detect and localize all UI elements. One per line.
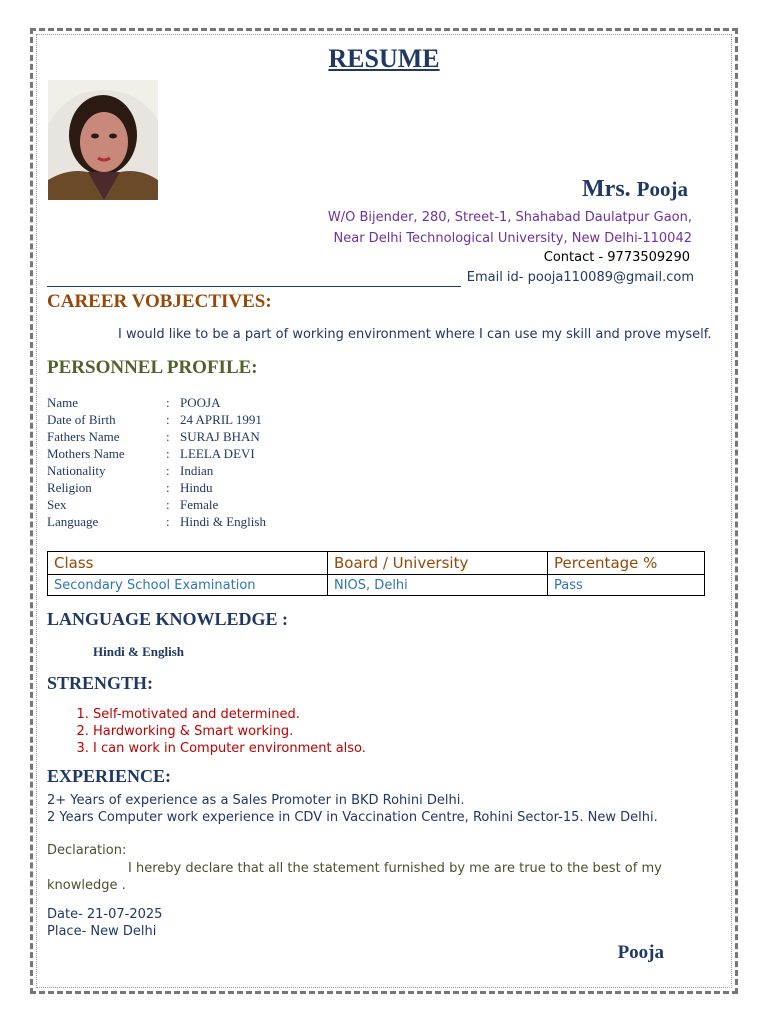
table-header-row <box>48 552 705 575</box>
signature-name: Pooja <box>617 942 664 963</box>
list-item: 2. Hardworking & Smart working. <box>93 723 366 740</box>
contact-number: Contact - 9773509290 <box>543 250 690 265</box>
name-text: Pooja <box>636 177 688 201</box>
profile-label: Name <box>47 395 79 410</box>
list-item: 3. I can work in Computer environment also. <box>93 740 366 757</box>
profile-colon: : <box>166 497 170 512</box>
profile-colon: : <box>166 395 170 410</box>
profile-label: Religion <box>47 480 92 495</box>
table-cell: NIOS, Delhi <box>328 575 548 596</box>
career-text: I would like to be a part of working environment where I can use my skill and prove myself. <box>118 327 712 342</box>
profile-colon: : <box>166 412 170 427</box>
resume-title: RESUME <box>328 44 440 73</box>
experience-heading: EXPERIENCE: <box>47 766 172 786</box>
profile-label: Mothers Name <box>47 446 125 461</box>
table-cell: Pass <box>548 575 705 596</box>
table-cell: Secondary School Examination <box>48 575 328 596</box>
profile-label: Language <box>47 514 99 529</box>
address-line-1: W/O Bijender, 280, Street-1, Shahabad Daulatpur Gaon, <box>327 210 692 225</box>
header-divider <box>47 286 461 287</box>
profile-value: Indian <box>180 463 214 478</box>
profile-label: Nationality <box>47 463 106 478</box>
declaration-text-cont: knowledge . <box>47 878 126 893</box>
profile-value: POOJA <box>180 395 221 410</box>
experience-item: 2 Years Computer work experience in CDV in Vaccination Centre, Rohini Sector-15. New Delhi. <box>47 810 658 825</box>
declaration-text: I hereby declare that all the statement furnished by me are true to the best of my <box>128 861 662 876</box>
declaration-heading: Declaration: <box>47 843 127 858</box>
name-prefix: Mrs. <box>582 176 631 202</box>
experience-item: 2+ Years of experience as a Sales Promoter in BKD Rohini Delhi. <box>47 793 465 808</box>
profile-value: 24 APRIL 1991 <box>180 412 262 427</box>
profile-value: Hindu <box>180 480 213 495</box>
date-text: Date- 21-07-2025 <box>47 907 163 922</box>
profile-label: Sex <box>47 497 67 512</box>
place-text: Place- New Delhi <box>47 924 157 939</box>
profile-colon: : <box>166 480 170 495</box>
profile-label: Date of Birth <box>47 412 116 427</box>
email-address: Email id- pooja110089@gmail.com <box>466 270 694 285</box>
table-header-cell: Board / University <box>328 552 548 575</box>
profile-value: Hindi & English <box>180 514 266 529</box>
candidate-name <box>582 176 688 203</box>
profile-label: Fathers Name <box>47 429 120 444</box>
language-text: Hindi & English <box>93 644 185 659</box>
table-header-cell: Class <box>48 552 328 575</box>
language-heading: LANGUAGE KNOWLEDGE : <box>47 609 289 629</box>
profile-colon: : <box>166 514 170 529</box>
table-row <box>48 575 705 596</box>
career-heading: CAREER VOBJECTIVES: <box>47 291 272 312</box>
address-line-2: Near Delhi Technological University, New Delhi-110042 <box>333 231 692 246</box>
profile-colon: : <box>166 463 170 478</box>
table-header-cell: Percentage % <box>548 552 705 575</box>
profile-colon: : <box>166 446 170 461</box>
list-item: 1. Self-motivated and determined. <box>93 706 366 723</box>
profile-value: SURAJ BHAN <box>180 429 260 444</box>
profile-value: Female <box>180 497 219 512</box>
profile-colon: : <box>166 429 170 444</box>
profile-value: LEELA DEVI <box>180 446 255 461</box>
education-table <box>47 551 705 596</box>
strength-list <box>47 706 366 757</box>
profile-heading: PERSONNEL PROFILE: <box>47 357 258 378</box>
profile-photo <box>48 80 158 200</box>
strength-heading: STRENGTH: <box>47 673 154 693</box>
